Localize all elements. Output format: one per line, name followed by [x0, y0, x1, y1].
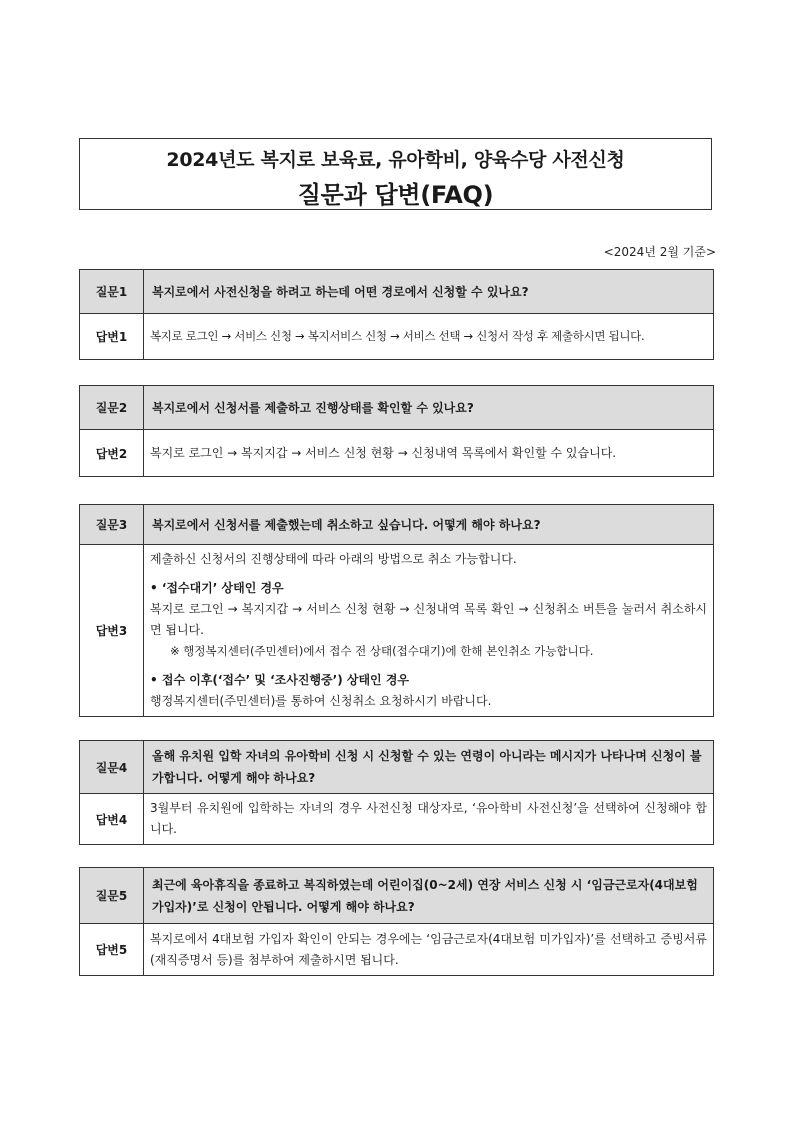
answer-text: 3월부터 유치원에 입학하는 자녀의 경우 사전신청 대상자로, ‘유아학비 사전신청’을 선택하여 신청해야 합니다.	[144, 794, 714, 845]
answer-label: 답변5	[80, 924, 144, 976]
question-label: 질문1	[80, 270, 144, 314]
question-label: 질문2	[80, 386, 144, 430]
answer-label: 답변1	[80, 314, 144, 360]
question-text: 복지로에서 신청서를 제출했는데 취소하고 싶습니다. 어떻게 해야 하나요?	[144, 505, 714, 545]
answer-label: 답변4	[80, 794, 144, 845]
answer-intro: 제출하신 신청서의 진행상태에 따라 아래의 방법으로 취소 가능합니다.	[150, 552, 517, 566]
answer-label: 답변2	[80, 430, 144, 477]
faq-table-4	[79, 740, 714, 845]
faq-table-5	[79, 867, 714, 976]
question-text: 올해 유치원 입학 자녀의 유아학비 신청 시 신청할 수 있는 연령이 아니라는 메시지가 나타나며 신청이 불가합니다. 어떻게 해야 하나요?	[144, 741, 714, 794]
case2-text: 행정복지센터(주민센터)를 통하여 신청취소 요청하시기 바랍니다.	[150, 694, 492, 708]
question-text: 복지로에서 사전신청을 하려고 하는데 어떤 경로에서 신청할 수 있나요?	[144, 270, 714, 314]
answer-label: 답변3	[80, 545, 144, 717]
answer-text: 복지로에서 4대보험 가입자 확인이 안되는 경우에는 ‘임금근로자(4대보험 미가입자)’를 선택하고 증빙서류(재직증명서 등)를 첨부하여 제출하시면 됩니다.	[144, 924, 714, 976]
title-box	[79, 138, 712, 210]
faq-table-1	[79, 269, 714, 360]
answer-text: 복지로 로그인 → 서비스 신청 → 복지서비스 신청 → 서비스 선택 → 신청서 작성 후 제출하시면 됩니다.	[144, 314, 714, 360]
date-note: <2024년 2월 기준>	[603, 245, 716, 259]
answer-block	[144, 545, 714, 717]
question-label: 질문5	[80, 868, 144, 924]
case2-title: • 접수 이후(‘접수’ 및 ‘조사진행중’) 상태인 경우	[150, 673, 410, 687]
question-text: 복지로에서 신청서를 제출하고 진행상태를 확인할 수 있나요?	[144, 386, 714, 430]
title-main: 2024년도 복지로 보육료, 유아학비, 양육수당 사전신청	[166, 149, 625, 171]
answer-text: 복지로 로그인 → 복지지갑 → 서비스 신청 현황 → 신청내역 목록에서 확인할 수 있습니다.	[144, 430, 714, 477]
case1-note: ※ 행정복지센터(주민센터)에서 접수 전 상태(접수대기)에 한해 본인취소 가능합니다.	[170, 644, 594, 658]
faq-table-3	[79, 504, 714, 717]
case1-text: 복지로 로그인 → 복지지갑 → 서비스 신청 현황 → 신청내역 목록 확인 → 신청취소 버튼을 눌러서 취소하시면 됩니다.	[150, 602, 707, 637]
question-label: 질문3	[80, 505, 144, 545]
question-text: 최근에 육아휴직을 종료하고 복직하였는데 어린이집(0~2세) 연장 서비스 신청 시 ‘임금근로자(4대보험 가입자)’로 신청이 안됩니다. 어떻게 해야 하나요?	[144, 868, 714, 924]
faq-table-2	[79, 385, 714, 477]
title-sub: 질문과 답변(FAQ)	[297, 181, 494, 209]
case1-title: • ‘접수대기’ 상태인 경우	[150, 581, 284, 595]
question-label: 질문4	[80, 741, 144, 794]
